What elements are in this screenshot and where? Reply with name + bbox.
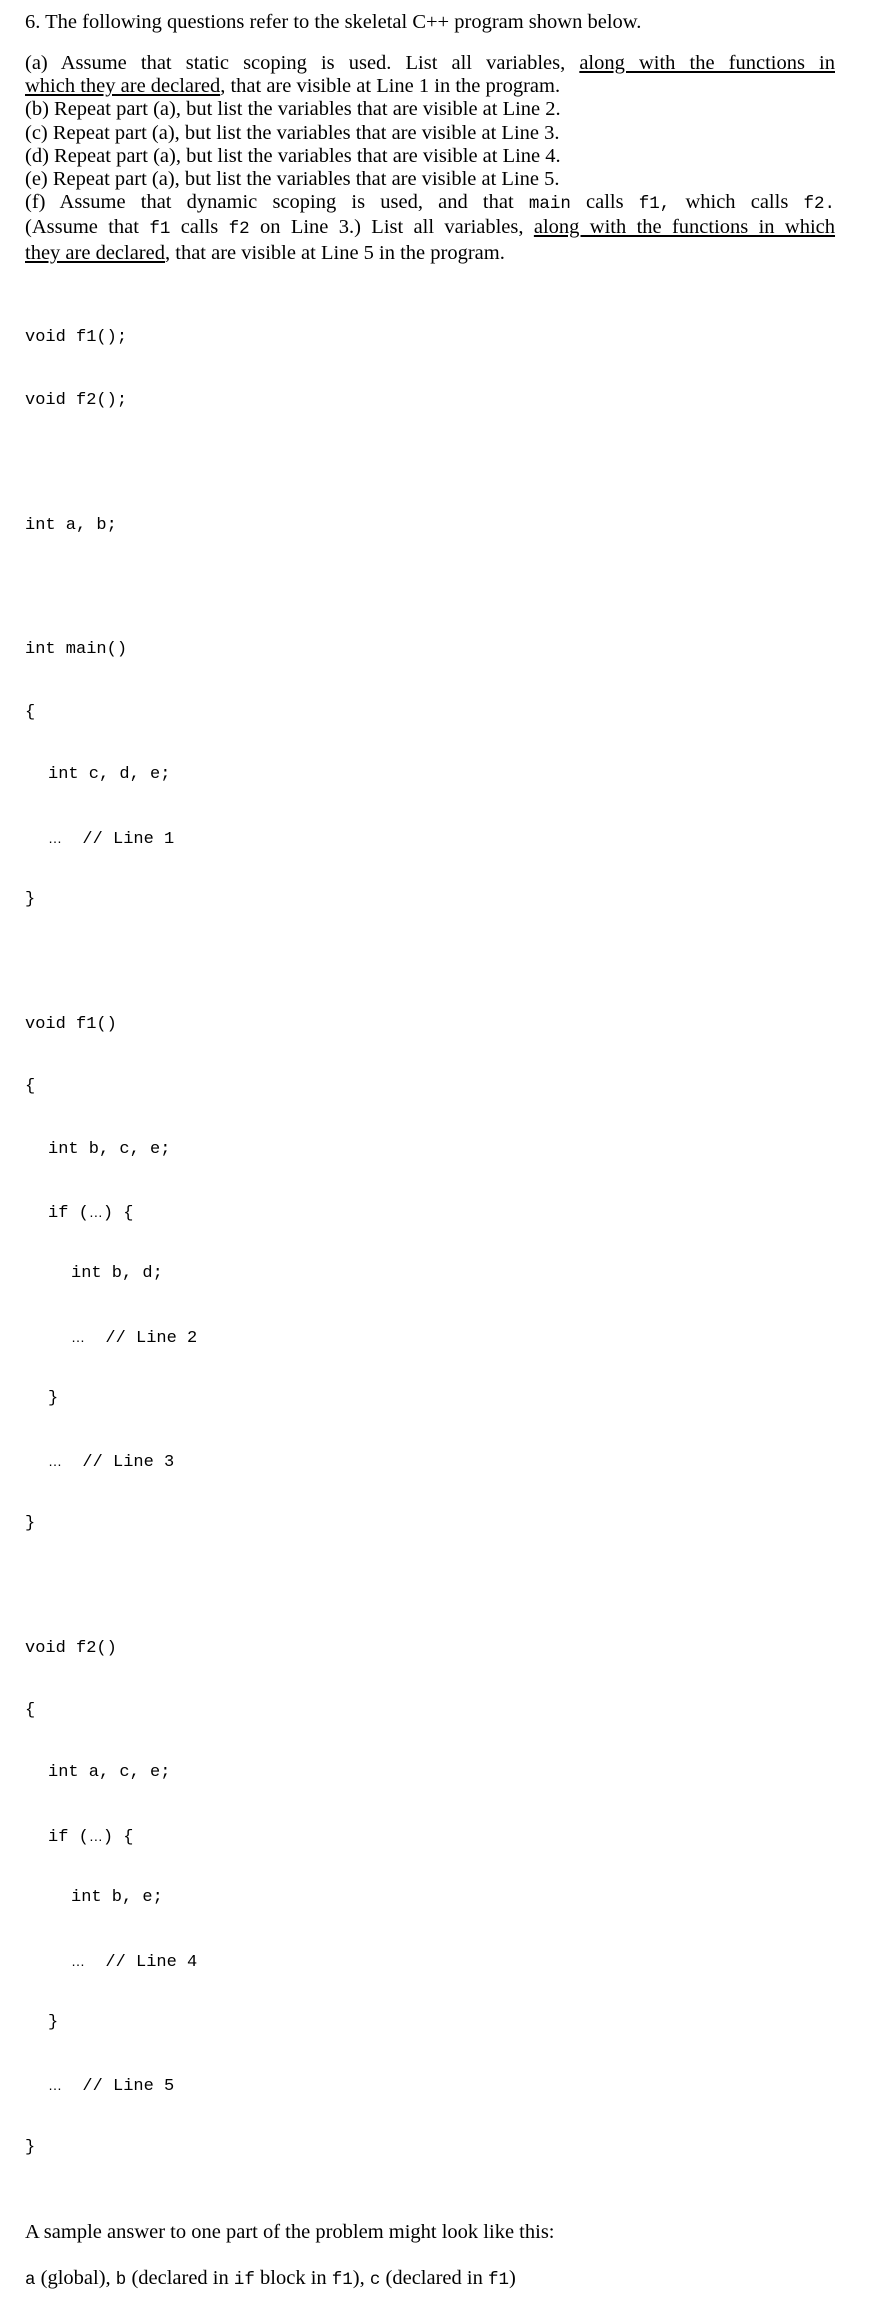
- code-line: int b, c, e;: [48, 1139, 171, 1159]
- ellipsis: …: [48, 1453, 62, 1470]
- sample-text: ): [508, 2267, 516, 2290]
- code-line: }: [48, 2012, 59, 2032]
- part-f-text: (f) Assume that dynamic scoping is used, and that: [25, 191, 529, 214]
- ellipsis: …: [88, 1203, 103, 1220]
- ellipsis: …: [48, 829, 62, 846]
- code-line: }: [48, 1389, 59, 1409]
- code-text: if (: [48, 1203, 89, 1223]
- code-line: int a, b;: [25, 515, 117, 535]
- code-line: [25, 1202, 835, 1223]
- question-page: [25, 10, 835, 2313]
- code-block: [25, 287, 835, 2200]
- part-a-text: (a) Assume that static scoping is used. List all variables,: [25, 52, 580, 74]
- var-a: a: [25, 2270, 36, 2291]
- sample-text: (declared in: [126, 2267, 234, 2290]
- code-line-3: [25, 1451, 835, 1472]
- sample-answer: [25, 2266, 835, 2292]
- ellipsis: …: [88, 1827, 103, 1844]
- code-ref-f1: f1: [149, 219, 171, 240]
- code-line: [25, 1826, 835, 1847]
- ellipsis: …: [48, 2077, 62, 2094]
- part-f-text: (Assume that: [25, 216, 150, 239]
- line-comment: // Line 4: [85, 1952, 198, 1972]
- code-ref-f1: f1: [331, 2270, 353, 2291]
- line-comment: // Line 5: [62, 2077, 175, 2097]
- code-line: }: [25, 2137, 36, 2157]
- code-line-2: [25, 1327, 835, 1348]
- code-ref-f1: f1,: [638, 194, 671, 215]
- sample-text: ),: [352, 2267, 370, 2290]
- ellipsis: …: [71, 1328, 85, 1345]
- code-line: int a, c, e;: [48, 1763, 171, 1783]
- sample-text: (global),: [35, 2267, 116, 2290]
- question-title: 6. The following questions refer to the skeletal C++ program shown below.: [25, 11, 642, 33]
- code-text: ) {: [102, 1203, 134, 1223]
- code-line: {: [25, 1701, 36, 1721]
- part-f-line-1: [25, 191, 835, 216]
- part-f-line-3: [25, 242, 835, 265]
- code-text: if (: [48, 1827, 89, 1847]
- code-line: void f2();: [25, 390, 128, 410]
- code-line: int c, d, e;: [48, 765, 171, 785]
- code-line-5: [25, 2075, 835, 2096]
- part-e: (e) Repeat part (a), but list the variables that are visible at Line 5.: [25, 168, 560, 191]
- part-f-underline: along with the functions in which: [533, 216, 836, 239]
- part-a-line-2: [25, 75, 835, 98]
- code-text: ) {: [102, 1827, 134, 1847]
- var-b: b: [115, 2270, 127, 2291]
- code-line-4: [25, 1951, 835, 1972]
- part-f-line-2: [25, 216, 835, 241]
- part-f-text: calls: [170, 216, 229, 239]
- code-line: {: [25, 1077, 36, 1097]
- part-f-text: , that are visible at Line 5 in the program.: [165, 241, 505, 264]
- code-line: void f1();: [25, 328, 128, 348]
- code-ref-f2: f2: [228, 219, 250, 240]
- part-c: (c) Repeat part (a), but list the variables that are visible at Line 3.: [25, 121, 560, 144]
- part-d: (d) Repeat part (a), but list the variables that are visible at Line 4.: [25, 144, 561, 167]
- code-ref-main: main: [528, 194, 571, 215]
- code-line: void f2(): [25, 1638, 117, 1658]
- part-b: (b) Repeat part (a), but list the variables that are visible at Line 2.: [25, 98, 561, 121]
- part-a-underline: along with the functions in: [579, 52, 835, 74]
- code-line: int b, d;: [71, 1264, 163, 1284]
- sample-intro: A sample answer to one part of the problem might look like this:: [25, 2221, 555, 2244]
- part-a-underline-2: which they are declared: [25, 75, 221, 98]
- keyword-if: if: [233, 2270, 255, 2291]
- code-ref-f2: f2.: [803, 194, 835, 215]
- code-line: {: [25, 702, 36, 722]
- part-f-underline-2: they are declared: [25, 241, 165, 264]
- line-comment: // Line 3: [62, 1453, 175, 1473]
- part-f-text: which calls: [670, 191, 804, 214]
- line-comment: // Line 2: [85, 1328, 198, 1348]
- var-c: c: [369, 2270, 381, 2291]
- code-ref-f1: f1: [487, 2270, 509, 2291]
- code-line: }: [25, 1513, 36, 1533]
- line-comment: // Line 1: [62, 829, 175, 849]
- ellipsis: …: [71, 1952, 85, 1969]
- code-line: void f1(): [25, 1014, 117, 1034]
- part-a-text-2: , that are visible at Line 1 in the program.: [220, 75, 561, 98]
- code-line-1: [25, 828, 835, 849]
- part-f-text: calls: [570, 191, 639, 214]
- question-parts: [25, 52, 835, 265]
- sample-text: block in: [254, 2267, 332, 2290]
- part-a-line-1: [25, 52, 835, 75]
- code-line: }: [25, 889, 36, 909]
- code-line: int b, e;: [71, 1888, 163, 1908]
- sample-text: (declared in: [380, 2267, 488, 2290]
- code-line: int main(): [25, 640, 128, 660]
- part-f-text: on Line 3.) List all variables,: [249, 216, 534, 239]
